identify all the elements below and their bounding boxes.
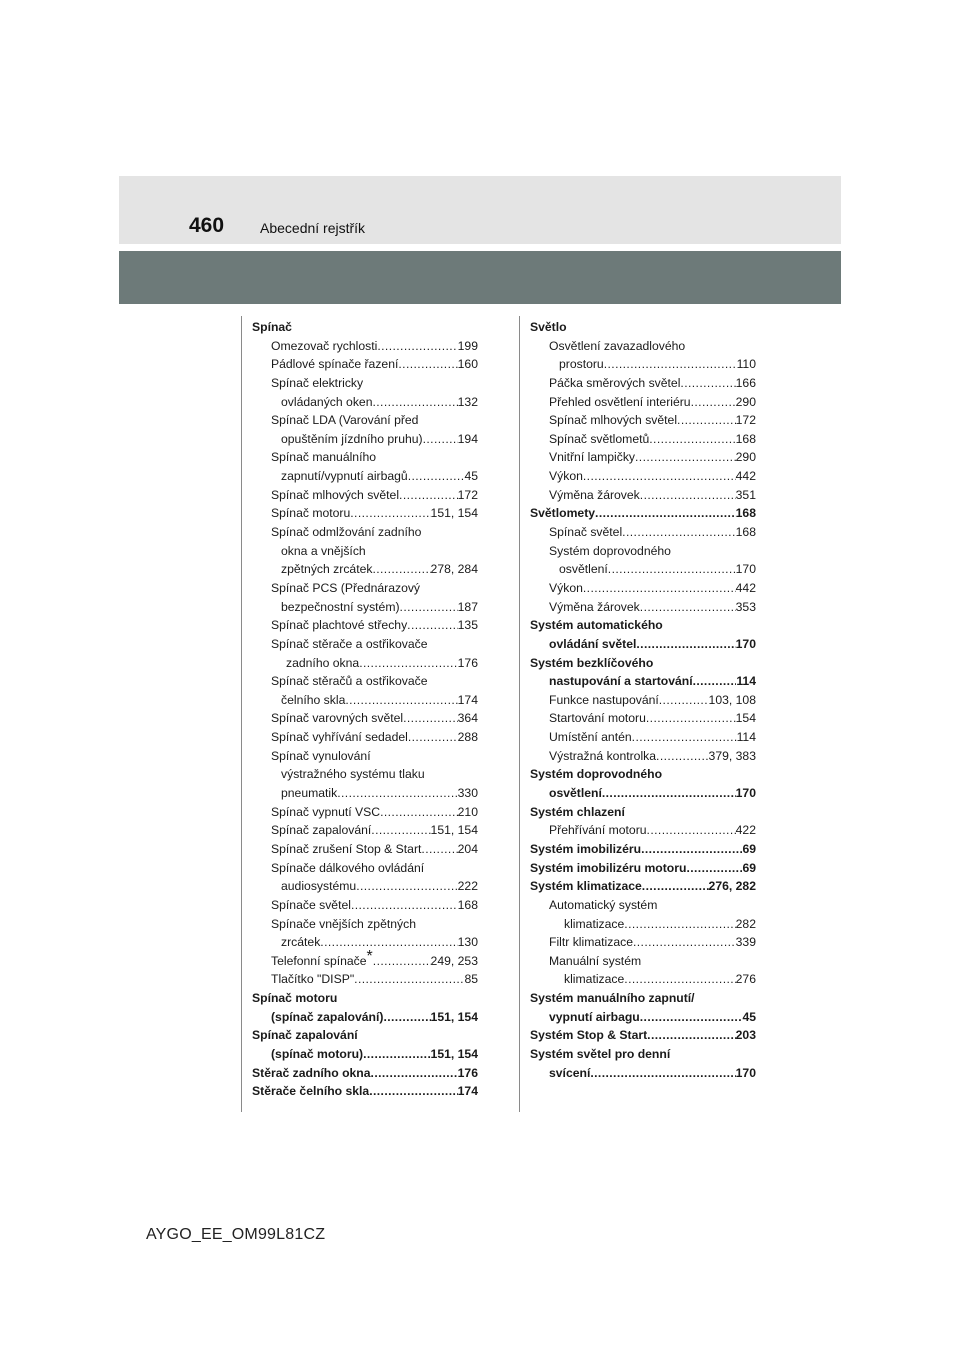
page-number: 460 [189,214,225,237]
index-term: Přehled osvětlení interiéru [549,394,691,409]
dot-leader [604,355,737,374]
index-term: Spínač elektricky [271,375,364,390]
index-entry [549,523,756,542]
dot-leader [646,709,736,728]
dot-leader [399,486,458,505]
index-term: Osvětlení zavazadlového [549,338,686,353]
index-entry [549,952,756,971]
index-term: bezpečnostní systém) [281,599,400,614]
index-entry [549,337,756,356]
index-term: Systém imobilizéru motoru [530,860,687,875]
page-reference: 114 [736,674,756,689]
dot-leader [647,821,736,840]
index-entry [564,970,756,989]
page-reference: 364 [457,711,478,726]
page-reference: 290 [735,450,756,465]
dot-leader [356,877,457,896]
index-term: výstražného systému tlaku [281,767,425,782]
index-term: Spínač motoru [252,991,338,1006]
index-term: Systém doprovodného [549,543,671,558]
dot-leader [354,970,464,989]
index-entry [530,765,756,784]
index-term: Tlačítko "DISP" [271,972,355,987]
page-reference: 69 [742,860,756,875]
page-reference: 278, 284 [430,562,478,577]
index-term: Spínač LDA (Varování před [271,413,419,428]
index-entry [530,877,756,896]
dot-leader [398,355,457,374]
page-reference: 132 [457,394,478,409]
index-term: Telefonní spínače [271,953,367,968]
index-term: Spínač světel [549,525,623,540]
page-reference: 45 [742,1009,756,1024]
dot-leader [371,821,430,840]
index-entry [549,579,756,598]
dot-leader [337,784,457,803]
page-reference: 276 [735,972,756,987]
index-entry [281,784,478,803]
index-entry [271,1008,478,1027]
index-entry [271,635,478,654]
index-entry [281,877,478,896]
page-reference: 168 [457,897,478,912]
dot-leader [647,1026,735,1045]
dot-leader [686,859,742,878]
dot-leader [622,523,735,542]
left-column-rule [241,316,242,1112]
index-term: Spínač zapalování [252,1028,358,1043]
index-term: Spínače vnějších zpětných [271,916,416,931]
index-entry [549,896,756,915]
page-reference: 170 [735,786,756,801]
page-reference: 168 [735,506,756,521]
index-entry [530,859,756,878]
page-reference: 170 [735,1065,756,1080]
index-entry [549,430,756,449]
index-entry [281,691,478,710]
dot-leader [407,616,457,635]
index-term: Stěrač zadního okna [252,1065,371,1080]
section-title: Abecední rejstřík [260,220,366,236]
index-entry [271,840,478,859]
page-reference: 222 [457,879,478,894]
index-entry [549,486,756,505]
index-entry [271,616,478,635]
page-reference: 172 [735,413,756,428]
page-reference: 85 [464,972,478,987]
dot-leader [640,1008,743,1027]
index-term: Světlomety [530,506,596,521]
index-term: Systém chlazení [530,804,625,819]
index-term: Systém světel pro denní [530,1046,671,1061]
page-reference: 170 [735,636,756,651]
page-reference: 166 [735,375,756,390]
index-entry [252,318,478,337]
page-reference: 151, 154 [430,823,478,838]
index-term: klimatizace [564,972,625,987]
index-entry [549,411,756,430]
index-entry [530,318,756,337]
index-entry [549,598,756,617]
index-entry [281,393,478,412]
index-term: Systém manuálního zapnutí/ [530,991,695,1006]
dot-leader [377,337,457,356]
index-term: Systém automatického [530,618,663,633]
index-term: Systém Stop & Start [530,1028,648,1043]
index-term: okna a vnějších [281,543,366,558]
index-term: Funkce nastupování [549,692,659,707]
page-reference: 154 [735,711,756,726]
dot-leader [656,747,709,766]
index-term: Startování motoru [549,711,646,726]
page-reference: 176 [457,1065,478,1080]
index-entry [530,840,756,859]
index-term: Spínač manuálního [271,450,377,465]
index-term: zpětných zrcátek [281,562,373,577]
index-entry [271,523,478,542]
index-term: Výkon [549,580,583,595]
dot-leader [408,467,465,486]
index-entry [271,728,478,747]
page-reference: 151, 154 [430,1009,478,1024]
index-entry [271,1045,478,1064]
page-reference: 290 [735,394,756,409]
index-entry [530,1045,756,1064]
page-reference: 442 [735,580,756,595]
index-term: Spínač mlhových světel [271,487,400,502]
index-entry [252,1082,478,1101]
index-term: Spínač mlhových světel [549,413,678,428]
index-entry [252,989,478,1008]
index-entry [549,933,756,952]
index-term: Stěrače čelního skla [252,1084,370,1099]
dot-leader [677,411,736,430]
dot-leader [608,560,736,579]
dot-leader [583,579,736,598]
page-reference: 174 [457,1084,478,1099]
index-entry: Telefonní spínače * ..... 249, 253 [271,952,478,971]
document-code: AYGO_EE_OM99L81CZ [146,1226,326,1243]
page-reference: 151, 154 [430,1046,478,1061]
index-entry [549,1008,756,1027]
index-entry [281,765,478,784]
index-term: Spínač stěrače a ostřikovače [271,636,428,651]
index-term: klimatizace [564,916,625,931]
index-term: Vnitřní lampičky [549,450,636,465]
dot-leader [400,598,458,617]
page-reference: 130 [457,935,478,950]
dot-leader [421,840,457,859]
index-entry [549,635,756,654]
index-term: (spínač motoru) [271,1046,364,1061]
page-reference: 442 [735,469,756,484]
dot-leader [351,896,458,915]
index-entry [549,728,756,747]
dot-leader [359,654,457,673]
index-term: ovládaných oken [281,394,373,409]
index-entry [271,337,478,356]
dot-leader [320,933,457,952]
dot-leader [636,635,735,654]
index-term: čelního skla [281,692,346,707]
index-column-right [530,318,756,1082]
section-banner [119,251,841,304]
index-entry [559,560,756,579]
dot-leader [691,393,736,412]
index-entry [271,709,478,728]
index-term: Umístění antén [549,730,632,745]
index-term: Spínač [252,320,292,334]
index-entry [549,448,756,467]
page-reference: 187 [457,599,478,614]
dot-leader [345,691,457,710]
index-term: Spínač vypnutí VSC [271,804,381,819]
index-entry [530,803,756,822]
index-entry [549,691,756,710]
dot-leader [408,728,458,747]
index-term: Filtr klimatizace [549,935,633,950]
index-term: Výkon [549,469,583,484]
dot-leader [640,598,736,617]
index-entry [281,542,478,561]
page-reference: 288 [457,730,478,745]
index-entry [549,747,756,766]
index-term: (spínač zapalování) [271,1009,384,1024]
index-term: vypnutí airbagu [549,1009,640,1024]
dot-leader [583,467,736,486]
page-reference: 353 [735,599,756,614]
index-entry [281,560,478,579]
index-entry [271,672,478,691]
dot-leader [372,393,457,412]
dot-leader [624,915,735,934]
page-reference: 168 [735,525,756,540]
dot-leader [595,504,736,523]
index-term: Systém imobilizéru [530,841,642,856]
page-reference: 135 [457,618,478,633]
page-reference: 45 [464,469,478,484]
index-term: Pádlové spínače řazení [271,357,399,372]
index-entry [271,448,478,467]
index-term: Systém klimatizace [530,879,642,894]
page-reference: 276, 282 [708,879,756,894]
index-term: Spínač PCS (Přednárazový [271,580,421,595]
dot-leader [363,1045,430,1064]
page-reference: 330 [457,786,478,801]
page-reference: 103, 108 [708,692,756,707]
index-column-left [252,318,478,1101]
index-entry [549,542,756,561]
index-entry [564,915,756,934]
index-entry [271,747,478,766]
index-entry [271,915,478,934]
page-reference: 172 [457,487,478,502]
page-reference: 282 [735,916,756,931]
index-term: opuštěním jízdního pruhu) [281,431,423,446]
index-entry [271,896,478,915]
dot-leader [380,803,458,822]
index-term: Spínače dálkového ovládání [271,860,425,875]
dot-leader [624,970,735,989]
index-entry [549,821,756,840]
index-entry [559,355,756,374]
index-entry [530,1026,756,1045]
page-reference: 351 [735,487,756,502]
index-term: audiosystému [281,879,357,894]
index-entry [549,784,756,803]
index-entry [286,654,478,673]
index-entry [530,504,756,523]
index-term: Spínač varovných světel [271,711,404,726]
dot-leader [590,1064,735,1083]
index-entry [530,989,756,1008]
index-entry [271,821,478,840]
page-reference: 203 [735,1028,756,1043]
index-entry [281,933,478,952]
index-term: Spínače světel [271,897,351,912]
index-term: Spínač vynulování [271,748,371,763]
index-term: prostoru [559,357,604,372]
index-term: pneumatik [281,786,338,801]
page-reference: 110 [736,357,756,372]
index-entry [549,709,756,728]
page-reference: 114 [736,730,756,745]
index-term: Spínač zapalování [271,823,372,838]
dot-leader [659,691,709,710]
index-entry [530,654,756,673]
dot-leader [423,430,458,449]
dot-leader [369,1082,457,1101]
page-reference: 176 [457,655,478,670]
dot-leader [632,728,737,747]
dot-leader [373,952,431,971]
index-entry [281,430,478,449]
index-entry [271,374,478,393]
dot-leader [642,877,709,896]
index-term: Systém bezklíčového [530,655,654,670]
index-term: Páčka směrových světel [549,375,681,390]
index-term: nastupování a startování [549,674,693,689]
index-term: Spínač stěračů a ostřikovače [271,674,428,689]
dot-leader [403,709,458,728]
index-entry [530,616,756,635]
index-term: Přehřívání motoru [549,823,647,838]
index-entry [549,393,756,412]
page-reference: 379, 383 [708,748,756,763]
dot-leader [350,504,430,523]
index-entry [549,1064,756,1083]
index-term: Spínač světlometů [549,431,650,446]
page-reference: 194 [457,431,478,446]
index-term: Výměna žárovek [549,599,640,614]
page-reference: 210 [457,804,478,819]
page-reference: 69 [742,841,756,856]
dot-leader [633,933,736,952]
index-entry [271,859,478,878]
index-entry [549,467,756,486]
page-reference: 249, 253 [430,953,478,968]
dot-leader [649,430,735,449]
dot-leader [641,840,742,859]
page-reference: 174 [457,692,478,707]
index-term: Spínač zrušení Stop & Start [271,841,422,856]
page-reference: 168 [735,431,756,446]
index-entry [252,1026,478,1045]
page-reference: 339 [735,935,756,950]
index-term: zrcátek [281,935,321,950]
dot-leader [635,448,736,467]
index-term: zadního okna [286,655,360,670]
index-entry [281,598,478,617]
page-reference: 204 [457,841,478,856]
middle-column-rule [519,316,520,1112]
index-entry [271,579,478,598]
index-term: osvětlení [549,786,602,801]
index-entry [271,355,478,374]
index-term: ovládání světel [549,636,637,651]
index-entry [549,672,756,691]
page-reference: 199 [457,338,478,353]
index-entry [271,486,478,505]
index-entry [252,1064,478,1083]
index-term: Manuální systém [549,953,642,968]
index-term: osvětlení [559,562,608,577]
index-term: Světlo [530,320,567,334]
page-reference: 160 [457,357,478,372]
index-term: zapnutí/vypnutí airbagů [281,469,408,484]
index-term: svícení [549,1065,591,1080]
index-term: Omezovač rychlosti [271,338,378,353]
index-entry [271,970,478,989]
dot-leader [680,374,735,393]
index-term: Spínač motoru [271,506,351,521]
index-term: Spínač vyhřívání sedadel [271,730,408,745]
dot-leader [383,1008,430,1027]
dot-leader [640,486,736,505]
index-term: Spínač plachtové střechy [271,618,408,633]
index-entry [271,803,478,822]
index-term: Automatický systém [549,897,658,912]
page-reference: 170 [735,562,756,577]
index-term: Výstražná kontrolka [549,748,657,763]
index-term: Spínač odmlžování zadního [271,525,422,540]
page-reference: 151, 154 [430,506,478,521]
index-term: Výměna žárovek [549,487,640,502]
index-entry [271,411,478,430]
header-band [119,176,841,244]
index-entry [281,467,478,486]
dot-leader [372,560,430,579]
page-reference: 422 [735,823,756,838]
dot-leader [371,1064,458,1083]
index-entry [271,504,478,523]
dot-leader [602,784,736,803]
index-term: Systém doprovodného [530,767,663,782]
index-entry [549,374,756,393]
dot-leader [693,672,737,691]
